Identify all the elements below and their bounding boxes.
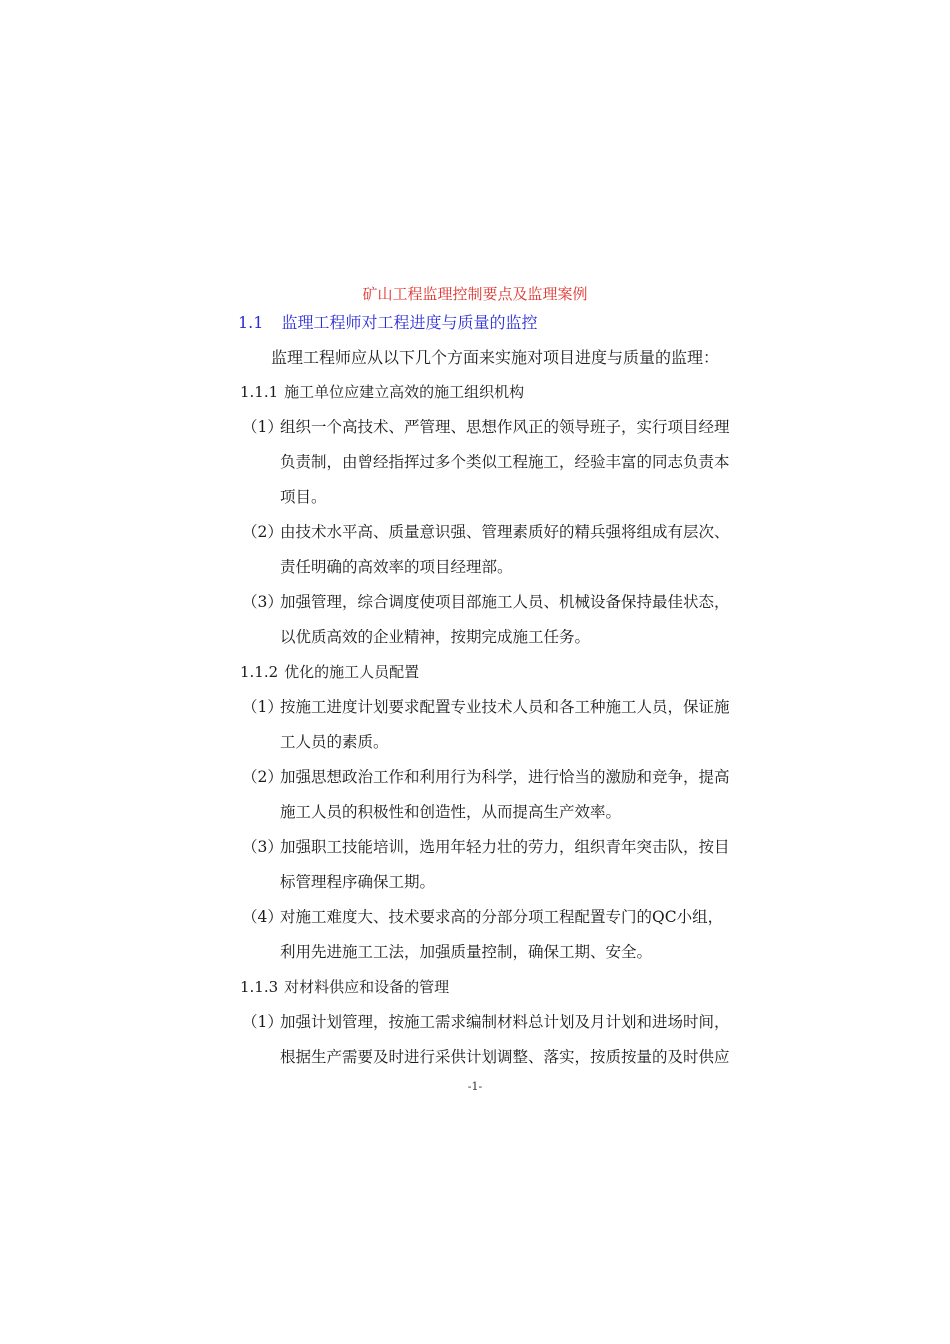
subsection-title: 优化的施工人员配置	[284, 663, 420, 681]
subsection-number: 1.1.1	[240, 383, 279, 401]
list-text-continued: 利用先进施工工法，加强质量控制，确保工期、安全。	[280, 943, 653, 961]
subsection-heading-2	[240, 661, 419, 683]
list-item	[242, 416, 730, 438]
subsection-number: 1.1.2	[240, 663, 279, 681]
list-text: 按施工进度计划要求配置专业技术人员和各工种施工人员，保证施	[280, 698, 730, 716]
list-text-continued: 负责制，由曾经指挥过多个类似工程施工，经验丰富的同志负责本	[280, 453, 730, 471]
list-text-continued: 标管理程序确保工期。	[280, 873, 436, 891]
list-marker: （2）	[242, 523, 283, 541]
list-text: 组织一个高技术、严管理、思想作风正的领导班子，实行项目经理	[280, 418, 730, 436]
page-number: -1-	[467, 1080, 483, 1093]
list-text-continued: 工人员的素质。	[280, 733, 389, 751]
document-title: 矿山工程监理控制要点及监理案例	[362, 285, 588, 303]
list-marker: （1）	[242, 1013, 283, 1031]
list-item	[242, 696, 730, 718]
list-marker: （2）	[242, 768, 283, 786]
list-item	[242, 836, 730, 858]
list-item	[242, 1011, 730, 1033]
list-text: 对施工难度大、技术要求高的分部分项工程配置专门的QC小组，	[280, 908, 724, 926]
list-text-continued: 项目。	[280, 488, 327, 506]
subsection-title: 对材料供应和设备的管理	[284, 978, 450, 996]
list-item	[242, 521, 730, 543]
subsection-heading-1	[240, 381, 524, 403]
list-marker: （3）	[242, 593, 283, 611]
list-item	[242, 906, 723, 928]
section-number: 1.1	[238, 313, 264, 332]
list-marker: （3）	[242, 838, 283, 856]
subsection-heading-3	[240, 976, 449, 998]
list-marker: （1）	[242, 698, 283, 716]
list-text: 加强管理，综合调度使项目部施工人员、机械设备保持最佳状态，	[280, 593, 730, 611]
list-text: 由技术水平高、质量意识强、管理素质好的精兵强将组成有层次、	[280, 523, 730, 541]
list-item	[242, 766, 730, 788]
subsection-number: 1.1.3	[240, 978, 279, 996]
intro-paragraph: 监理工程师应从以下几个方面来实施对项目进度与质量的监理：	[271, 348, 720, 367]
list-text: 加强计划管理，按施工需求编制材料总计划及月计划和进场时间，	[280, 1013, 730, 1031]
list-text-continued: 以优质高效的企业精神，按期完成施工任务。	[280, 628, 591, 646]
list-text-continued: 责任明确的高效率的项目经理部。	[280, 558, 513, 576]
list-text-continued: 根据生产需要及时进行采供计划调整、落实，按质按量的及时供应	[280, 1048, 730, 1066]
list-item	[242, 591, 730, 613]
list-text-continued: 施工人员的积极性和创造性，从而提高生产效率。	[280, 803, 622, 821]
subsection-title: 施工单位应建立高效的施工组织机构	[284, 383, 525, 401]
list-text: 加强职工技能培训，选用年轻力壮的劳力，组织青年突击队，按目	[280, 838, 730, 856]
section-title: 监理工程师对工程进度与质量的监控	[281, 313, 538, 332]
list-marker: （4）	[242, 908, 283, 926]
list-marker: （1）	[242, 418, 283, 436]
list-text: 加强思想政治工作和利用行为科学，进行恰当的激励和竞争，提高	[280, 768, 730, 786]
section-heading	[238, 312, 537, 334]
